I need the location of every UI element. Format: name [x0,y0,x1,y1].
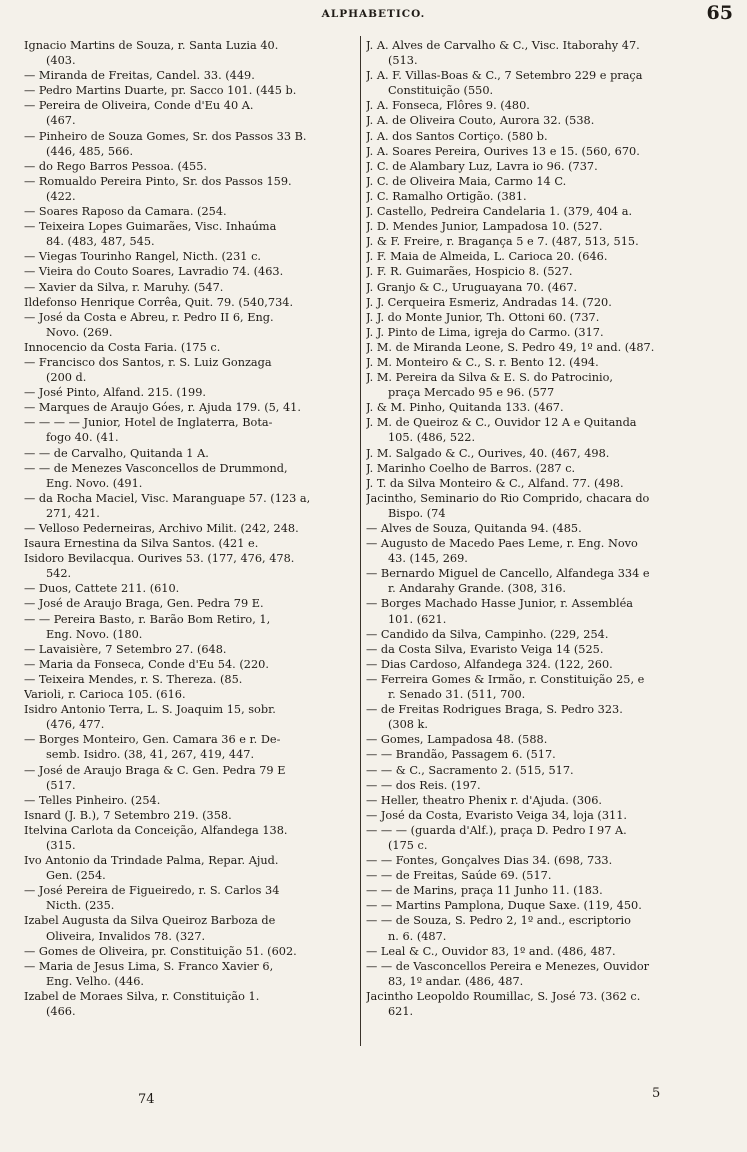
directory-entry-line: Isidoro Bevilacqua. Ourives 53. (177, 476, 478. [24,552,295,566]
directory-entry-line: Constituição (550. [388,84,494,98]
directory-entry-line: J. C. de Oliveira Maia, Carmo 14 C. [366,174,567,188]
directory-entry-line: Isnard (J. B.), 7 Setembro 219. (358. [24,808,232,822]
directory-entry-line: — Maria de Jesus Lima, S. Franco Xavier 6, [24,959,274,973]
directory-entry-line: — — de Menezes Vasconcellos de Drummond, [24,461,288,475]
directory-entry-line: — — de Souza, S. Pedro 2, 1º and., escriptorio [366,914,631,928]
directory-entry-line: — Vieira do Couto Soares, Lavradio 74. (463. [24,265,284,279]
column-divider [360,36,361,1046]
directory-entry-line: — Gomes de Oliveira, pr. Constituição 51. (602. [24,944,297,958]
directory-entry-line: J. A. dos Santos Cortiço. (580 b. [366,129,548,143]
directory-entry-line: J. M. Salgado & C., Ourives, 40. (467, 498. [366,446,610,460]
directory-entry-line: r. Senado 31. (511, 700. [388,688,526,702]
directory-entry-line: semb. Isidro. (38, 41, 267, 419, 447. [46,748,255,762]
directory-entry-line: — José da Costa e Abreu, r. Pedro II 6, Eng. [24,310,274,324]
directory-entry-line: (200 d. [46,371,87,385]
directory-entry-line: — Gomes, Lampadosa 48. (588. [366,733,548,747]
directory-entry-line: J. Granjo & C., Uruguayana 70. (467. [366,280,578,294]
directory-entry-line: — Leal & C., Ouvidor 83, 1º and. (486, 487. [366,944,616,958]
directory-entry-line: — da Costa Silva, Evaristo Veiga 14 (525. [366,642,604,656]
directory-entry-line: — Duos, Cattete 211. (610. [24,582,180,596]
directory-entry-line: — da Rocha Maciel, Visc. Maranguape 57. (123 a, [24,491,311,505]
directory-entry-line: — José Pinto, Alfand. 215. (199. [24,386,206,400]
directory-entry-line: J. A. de Oliveira Couto, Aurora 32. (538. [366,114,595,128]
directory-entry-line: 84. (483, 487, 545. [46,235,155,249]
directory-entry-line: 105. (486, 522. [388,431,476,445]
directory-entry-line: (446, 485, 566. [46,144,134,158]
directory-entry-line: (175 c. [388,838,428,852]
directory-entry-line: Izabel Augusta da Silva Queiroz Barboza de [24,914,276,928]
directory-entry-line: — Velloso Pederneiras, Archivo Milit. (242, 248. [24,522,299,535]
directory-entry-line: — Xavier da Silva, r. Maruhy. (547. [24,280,224,294]
directory-entry-line: n. 6. (487. [388,929,447,943]
directory-entry-line: — — Brandão, Passagem 6. (517. [366,748,556,762]
directory-entry-line: — Borges Monteiro, Gen. Camara 36 e r. De- [24,733,281,747]
directory-entry-line: J. & M. Pinho, Quitanda 133. (467. [366,401,564,415]
right-column [366,38,712,1019]
directory-entry-line: — — de Marins, praça 11 Junho 11. (183. [366,884,603,898]
running-title: ALPHABETICO. [321,8,426,20]
directory-entry-line: praça Mercado 95 e 96. (577 [388,386,555,400]
directory-entry-line: Jacintho, Seminario do Rio Comprido, chacara do [366,491,650,505]
directory-entry-line: J. & F. Freire, r. Bragança 5 e 7. (487, 513, 515. [366,235,639,249]
directory-entry-line: J. C. Ramalho Ortigão. (381. [366,189,527,203]
directory-entry-line: (403. [46,54,76,68]
directory-entry-line: J. F. R. Guimarães, Hospicio 8. (527. [366,265,573,279]
directory-entry-line: (466. [46,1005,76,1018]
directory-entry-line: 271, 421. [46,506,100,520]
directory-entry-line: — — de Vasconcellos Pereira e Menezes, Ouvidor [366,959,650,973]
directory-entry-line: — — & C., Sacramento 2. (515, 517. [366,763,574,777]
directory-entry-line: Itelvina Carlota da Conceição, Alfandega 138. [24,823,288,837]
directory-entry-line: — Bernardo Miguel de Cancello, Alfandega 334 e [366,567,650,581]
directory-entry-line: fogo 40. (41. [46,431,119,445]
directory-entry-line: — Pedro Martins Duarte, pr. Sacco 101. (445 b. [24,84,297,98]
directory-entry-line: Innocencio da Costa Faria. (175 c. [24,340,221,354]
directory-entry-line: — do Rego Barros Pessoa. (455. [24,159,208,173]
directory-entry-line: Oliveira, Invalidos 78. (327. [46,929,206,943]
directory-entry-line: — Borges Machado Hasse Junior, r. Assembléa [366,597,634,611]
directory-entry-line: (422. [46,189,76,203]
directory-entry-line: — José da Costa, Evaristo Veiga 34, loja (311. [366,808,627,822]
directory-entry-line: — Telles Pinheiro. (254. [24,793,161,807]
directory-entry-line: J. Marinho Coelho de Barros. (287 c. [366,461,576,475]
directory-entry-line: Izabel de Moraes Silva, r. Constituição 1. [24,989,260,1003]
directory-entry-line: — José de Araujo Braga, Gen. Pedra 79 E. [24,597,264,611]
directory-entry-line: — Lavaisière, 7 Setembro 27. (648. [24,642,227,656]
directory-entry-line: J. A. F. Villas-Boas & C., 7 Setembro 229 e praça [366,69,643,83]
directory-entry-line: 83, 1º andar. (486, 487. [388,974,524,988]
page-number: 65 [706,2,733,24]
directory-entry-line: Isidro Antonio Terra, L. S. Joaquim 15, sobr. [24,703,276,717]
directory-entry-line: J. J. Pinto de Lima, igreja do Carmo. (317. [366,325,604,339]
signature-mark-left: 74 [138,1092,155,1107]
signature-mark-right: 5 [652,1086,661,1101]
directory-entry-line: J. M. de Queiroz & C., Ouvidor 12 A e Quitanda [366,416,637,430]
directory-entry-line: Ignacio Martins de Souza, r. Santa Luzia 40. [24,39,279,52]
directory-entry-line: J. A. Fonseca, Flôres 9. (480. [366,99,530,113]
directory-entry-line: Novo. (269. [46,325,113,339]
directory-entry-line: — Dias Cardoso, Alfandega 324. (122, 260. [366,657,613,671]
directory-entry-line: Isaura Ernestina da Silva Santos. (421 e. [24,537,259,551]
directory-entry-line: — Pinheiro de Souza Gomes, Sr. dos Passos 33 B. [24,129,307,143]
directory-entry-line: r. Andarahy Grande. (308, 316. [388,582,566,596]
directory-entry-line: — Teixeira Lopes Guimarães, Visc. Inhaúma [24,220,277,234]
directory-entry-line: 43. (145, 269. [388,552,468,566]
directory-entry-line: — Viegas Tourinho Rangel, Nicth. (231 c. [24,250,261,264]
directory-entry-line: (476, 477. [46,718,105,732]
directory-entry-line: — — de Carvalho, Quitanda 1 A. [24,446,209,460]
directory-entry-line: — Heller, theatro Phenix r. d'Ajuda. (306. [366,793,602,807]
directory-entry-line: — Pereira de Oliveira, Conde d'Eu 40 A. [24,99,254,113]
directory-entry-line: Eng. Novo. (491. [46,476,143,490]
directory-entry-line: Ivo Antonio da Trindade Palma, Repar. Ajud. [24,854,279,868]
directory-entry-line: 101. (621. [388,612,447,626]
directory-entry-line: — Miranda de Freitas, Candel. 33. (449. [24,69,255,83]
directory-entry-line: — — — (guarda d'Alf.), praça D. Pedro I 97 A. [366,823,627,837]
directory-entry-line: (308 k. [388,718,428,732]
directory-entry-line: — Romualdo Pereira Pinto, Sr. dos Passos 159. [24,174,292,188]
directory-entry-line: Jacintho Leopoldo Roumillac, S. José 73. (362 c. [366,989,641,1003]
directory-entry-line: (513. [388,54,418,68]
left-column [24,38,358,1019]
directory-entry-line: J. Castello, Pedreira Candelaria 1. (379, 404 a. [366,205,633,219]
directory-entry-line: Bispo. (74 [388,506,446,520]
directory-entry-line: — — dos Reis. (197. [366,778,481,792]
directory-entry-line: Eng. Novo. (180. [46,627,143,641]
directory-entry-line: J. T. da Silva Monteiro & C., Alfand. 77. (498. [366,476,624,490]
directory-entry-line: (315. [46,838,76,852]
directory-entry-line: J. A. Soares Pereira, Ourives 13 e 15. (560, 670. [366,144,640,158]
directory-entry-line: Ildefonso Henrique Corrêa, Quit. 79. (540,734. [24,295,294,309]
directory-entry-line: — Augusto de Macedo Paes Leme, r. Eng. Novo [366,537,638,551]
directory-entry-line: — Soares Raposo da Camara. (254. [24,205,227,219]
directory-entry-line: J. J. do Monte Junior, Th. Ottoni 60. (737. [366,310,600,324]
directory-entry-line: Varioli, r. Carioca 105. (616. [24,688,186,702]
directory-entry-line: — Maria da Fonseca, Conde d'Eu 54. (220. [24,657,269,671]
directory-entry-line: J. M. Pereira da Silva & E. S. do Patrocinio, [366,371,614,385]
directory-entry-line: — — — — Junior, Hotel de Inglaterra, Bota- [24,416,273,430]
directory-entry-line: — Candido da Silva, Campinho. (229, 254. [366,627,609,641]
directory-entry-line: (467. [46,114,76,128]
directory-entry-line: Eng. Velho. (446. [46,974,144,988]
directory-entry-line: J. A. Alves de Carvalho & C., Visc. Itaborahy 47. [366,39,640,52]
directory-entry-line: — — Pereira Basto, r. Barão Bom Retiro, 1, [24,612,271,626]
directory-entry-line: — Alves de Souza, Quitanda 94. (485. [366,522,582,535]
directory-entry-line: J. M. de Miranda Leone, S. Pedro 49, 1º and. (487. [366,340,655,354]
directory-entry-line: — José de Araujo Braga & C. Gen. Pedra 79 E [24,763,286,777]
directory-entry-line: — Teixeira Mendes, r. S. Thereza. (85. [24,672,243,686]
directory-entry-line: 542. [46,567,72,581]
directory-entry-line: J. C. de Alambary Luz, Lavra io 96. (737. [366,159,598,173]
directory-entry-line: — José Pereira de Figueiredo, r. S. Carlos 34 [24,884,280,898]
directory-entry-line: 621. [388,1005,414,1018]
directory-entry-line: Gen. (254. [46,869,106,883]
directory-entry-line: J. F. Maia de Almeida, L. Carioca 20. (646. [366,250,608,264]
directory-entry-line: — de Freitas Rodrigues Braga, S. Pedro 323. [366,703,623,717]
directory-entry-line: J. D. Mendes Junior, Lampadosa 10. (527. [366,220,603,234]
directory-entry-line: (517. [46,778,76,792]
directory-entry-line: — Marques de Araujo Góes, r. Ajuda 179. (5, 41. [24,401,301,415]
directory-entry-line: — Francisco dos Santos, r. S. Luiz Gonzaga [24,355,272,369]
directory-entry-line: — Ferreira Gomes & Irmão, r. Constituição 25, e [366,672,645,686]
directory-entry-line: Nicth. (235. [46,899,115,913]
directory-entry-line: — — de Freitas, Saúde 69. (517. [366,869,552,883]
directory-entry-line: J. J. Cerqueira Esmeriz, Andradas 14. (720. [366,295,612,309]
directory-entry-line: — — Fontes, Gonçalves Dias 34. (698, 733. [366,854,613,868]
directory-entry-line: — — Martins Pamplona, Duque Saxe. (119, 450. [366,899,642,913]
directory-entry-line: J. M. Monteiro & C., S. r. Bento 12. (494. [366,355,599,369]
